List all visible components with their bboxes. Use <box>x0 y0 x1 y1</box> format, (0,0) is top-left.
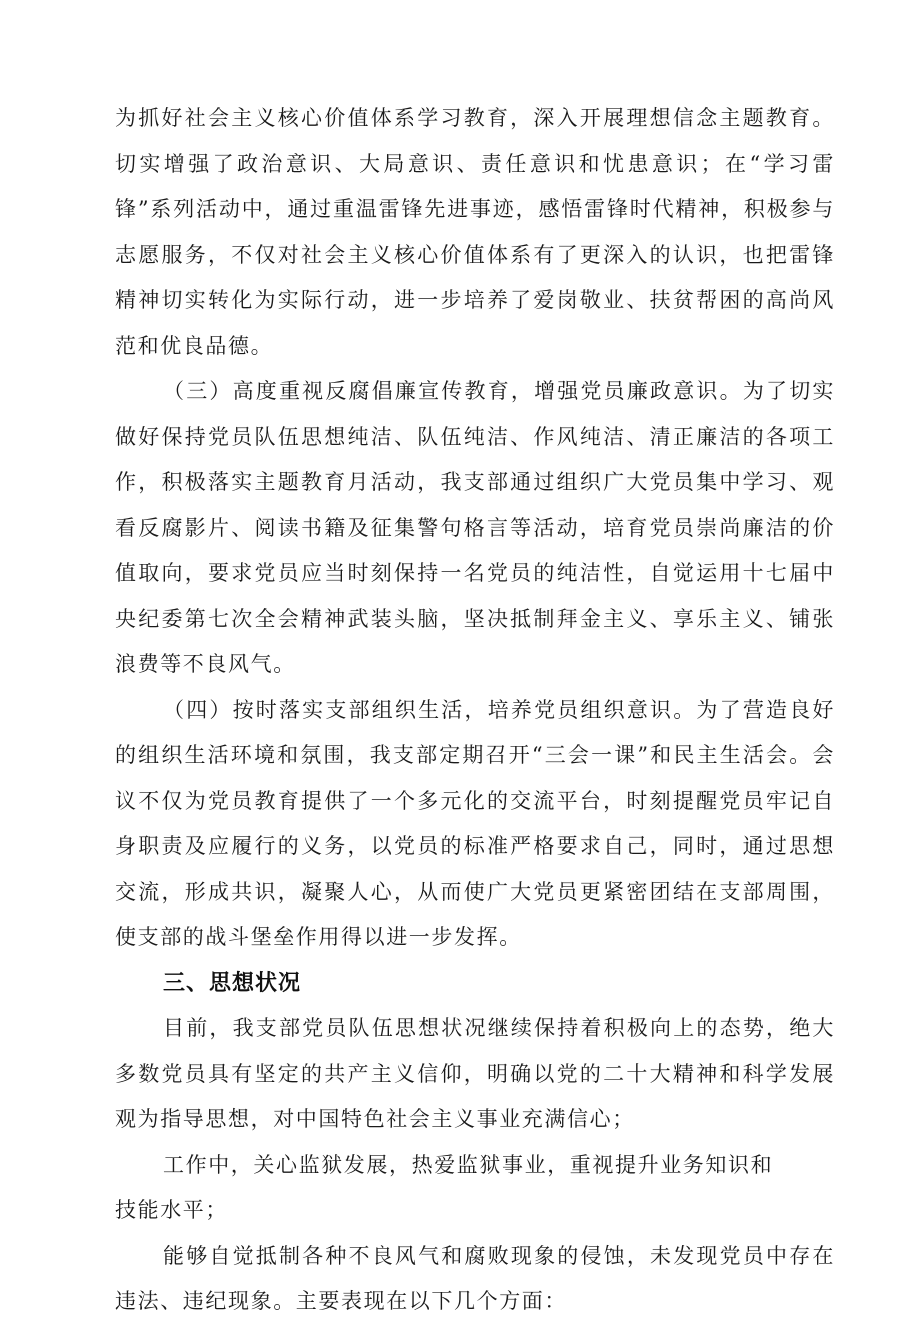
document-body <box>115 96 835 1325</box>
paragraph-ideological-status: 目前，我支部党员队伍思想状况继续保持着积极向上的态势，绝大多数党员具有坚定的共产主义信仰，明确以党的二十大精神和科学发展观为指导思想，对中国特色社会主义事业充满信心； <box>115 1016 835 1131</box>
paragraph-work-attitude-line1: 工作中，关心监狱发展，热爱监狱事业，重视提升业务知识和 <box>163 1152 774 1177</box>
paragraph-work-attitude-line2: 技能水平； <box>115 1198 228 1222</box>
paragraph-anti-corruption-education: （三）高度重视反腐倡廉宣传教育，增强党员廉政意识。为了切实做好保持党员队伍思想纯洁、队伍纯洁、作风纯洁、清正廉洁的各项工作，积极落实主题教育月活动，我支部通过组织广大党员集中学习、观看反腐影片、阅读书籍及征集警句格言等活动，培育党员崇尚廉洁的价值取向，要求党员应当时刻保持一名党员的纯洁性，自觉运用十七届中央纪委第七次全会精神武装头脑，坚决抵制拜金主义、享乐主义、铺张浪费等不良风气。 <box>115 379 835 676</box>
paragraph-integrity: 能够自觉抵制各种不良风气和腐败现象的侵蚀，未发现党员中存在违法、违纪现象。主要表现在以下几个方面： <box>115 1243 835 1313</box>
paragraph-core-values-education: 为抓好社会主义核心价值体系学习教育，深入开展理想信念主题教育。切实增强了政治意识、大局意识、责任意识和忧患意识；在“学习雷锋”系列活动中，通过重温雷锋先进事迹，感悟雷锋时代精神，积极参与志愿服务，不仅对社会主义核心价值体系有了更深入的认识，也把雷锋精神切实转化为实际行动，进一步培养了爱岗敬业、扶贫帮困的高尚风范和优良品德。 <box>115 106 835 358</box>
section-heading-ideological-status: 三、思想状况 <box>163 970 302 996</box>
paragraph-organizational-life: （四）按时落实支部组织生活，培养党员组织意识。为了营造良好的组织生活环境和氛围，我支部定期召开“三会一课”和民主生活会。会议不仅为党员教育提供了一个多元化的交流平台，时刻提醒党员牢记自身职责及应履行的义务，以党员的标准严格要求自己，同时，通过思想交流，形成共识，凝聚人心，从而使广大党员更紧密团结在支部周围，使支部的战斗堡垒作用得以进一步发挥。 <box>115 697 835 949</box>
paragraph-work-attitude <box>115 1143 835 1234</box>
